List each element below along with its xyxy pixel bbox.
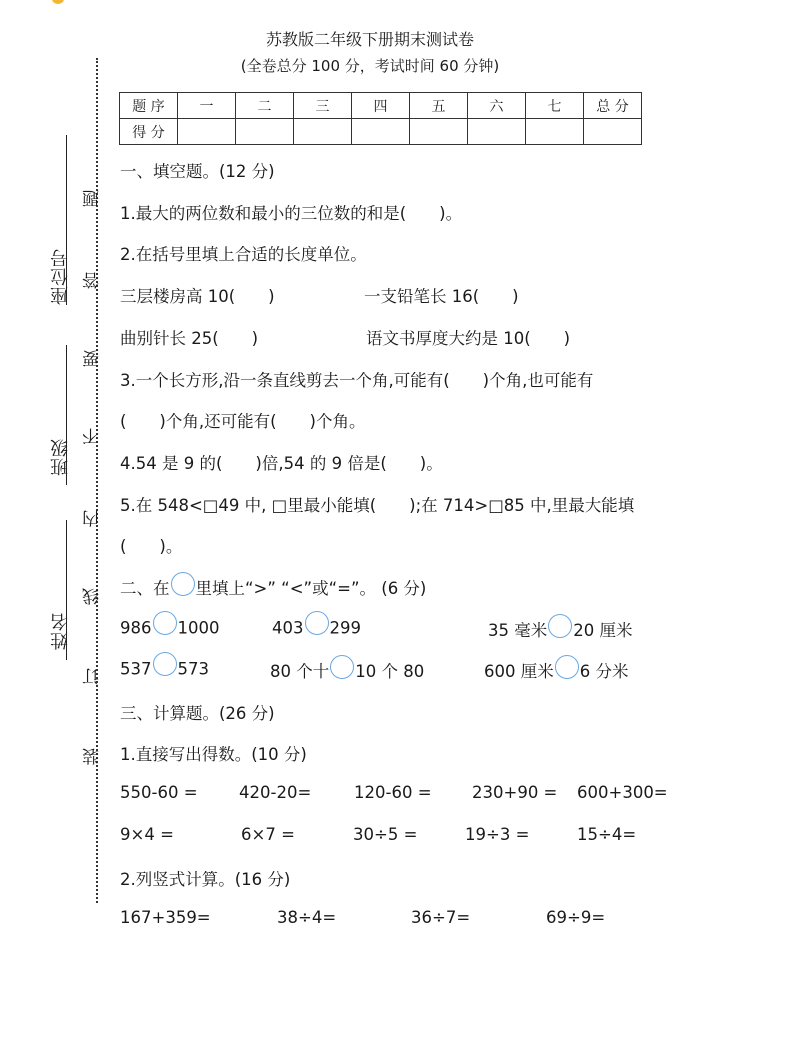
calc-item: 36÷7= (411, 908, 471, 927)
calc-item: 69÷9= (546, 908, 606, 927)
compare-item: 80 个十 10 个 80 (270, 658, 424, 685)
table-cell: 总 分 (584, 93, 642, 119)
table-cell: 七 (526, 93, 584, 119)
class-label: 班级 (50, 438, 71, 476)
compare-item: 403 299 (272, 617, 361, 641)
compare-item: 986 1000 (120, 617, 220, 641)
score-entry-cell[interactable] (236, 119, 294, 145)
question-1-4: 4.54 是 9 的( )倍,54 的 9 倍是( )。 (120, 454, 443, 473)
question-1-2: 2.在括号里填上合适的长度单位。 (120, 245, 367, 264)
question-1-5-cont: ( )。 (120, 537, 183, 556)
answer-circle[interactable] (555, 655, 579, 679)
compare-item: 35 毫米 20 厘米 (488, 617, 633, 644)
question-1-2d: 语文书厚度大约是 10( ) (366, 329, 571, 348)
seal-char: 要 (83, 350, 103, 367)
calc-item: 9×4 = (120, 825, 174, 844)
answer-circle[interactable] (548, 614, 572, 638)
question-1-2c: 曲别针长 25( ) (120, 329, 259, 348)
seal-char: 订 (83, 668, 103, 685)
calc-item: 38÷4= (277, 908, 337, 927)
question-3-2: 2.列竖式计算。(16 分) (120, 870, 291, 889)
score-entry-cell[interactable] (526, 119, 584, 145)
score-entry-cell[interactable] (178, 119, 236, 145)
section-2-title-post: 里填上“>” “<”或“=”。 (6 分) (195, 579, 427, 598)
calc-item: 120-60 = (354, 783, 432, 802)
table-cell: 四 (352, 93, 410, 119)
question-3-1: 1.直接写出得数。(10 分) (120, 745, 307, 764)
seal-char: 题 (83, 190, 103, 207)
circle-icon (171, 572, 195, 596)
seal-char: 线 (83, 588, 103, 605)
seal-char: 内 (83, 510, 103, 527)
calc-item: 420-20= (239, 783, 312, 802)
corner-mark (52, 0, 64, 4)
calc-item: 230+90 = (472, 783, 558, 802)
seat-number-label: 座位号 (50, 248, 71, 305)
table-cell: 五 (410, 93, 468, 119)
compare-item: 600 厘米 6 分米 (484, 658, 629, 685)
score-table (119, 92, 642, 145)
name-label: 姓名 (50, 612, 71, 650)
score-entry-cell[interactable] (410, 119, 468, 145)
section-2-title-pre: 二、在 (120, 579, 170, 598)
seal-char: 不 (83, 428, 103, 445)
table-cell: 得 分 (120, 119, 178, 145)
answer-circle[interactable] (305, 611, 329, 635)
section-1-title: 一、填空题。(12 分) (120, 162, 275, 181)
calc-item: 550-60 = (120, 783, 198, 802)
score-entry-cell[interactable] (468, 119, 526, 145)
calc-item: 19÷3 = (465, 825, 530, 844)
question-1-2b: 一支铅笔长 16( ) (364, 287, 519, 306)
question-1-5: 5.在 548<□49 中, □里最小能填( );在 714>□85 中,里最大能填 (120, 496, 635, 515)
table-cell: 二 (236, 93, 294, 119)
score-table-score-row (120, 119, 642, 145)
page-title: 苏教版二年级下册期末测试卷 (265, 30, 474, 49)
calc-item: 600+300= (577, 783, 668, 802)
seal-char: 答 (83, 272, 103, 289)
score-entry-cell[interactable] (294, 119, 352, 145)
table-cell: 一 (178, 93, 236, 119)
table-cell: 三 (294, 93, 352, 119)
score-entry-cell[interactable] (352, 119, 410, 145)
calc-item: 30÷5 = (353, 825, 418, 844)
binding-dotted-line (96, 58, 98, 903)
question-1-2a: 三层楼房高 10( ) (120, 287, 275, 306)
table-cell: 题 序 (120, 93, 178, 119)
table-cell: 六 (468, 93, 526, 119)
question-1-3: 3.一个长方形,沿一条直线剪去一个角,可能有( )个角,也可能有 (120, 371, 594, 390)
compare-item: 537 573 (120, 658, 209, 682)
answer-circle[interactable] (153, 652, 177, 676)
score-entry-cell[interactable] (584, 119, 642, 145)
score-table-header-row (120, 93, 642, 119)
answer-circle[interactable] (330, 655, 354, 679)
calc-item: 15÷4= (577, 825, 637, 844)
question-1-1: 1.最大的两位数和最小的三位数的和是( )。 (120, 204, 463, 223)
answer-circle[interactable] (153, 611, 177, 635)
calc-item: 167+359= (120, 908, 211, 927)
seal-char: 装 (83, 748, 103, 765)
question-1-3-cont: ( )个角,还可能有( )个角。 (120, 412, 366, 431)
section-2-title (120, 575, 426, 602)
page-subtitle: (全卷总分 100 分，考试时间 60 分钟) (240, 57, 500, 75)
section-3-title: 三、计算题。(26 分) (120, 704, 275, 723)
calc-item: 6×7 = (241, 825, 295, 844)
